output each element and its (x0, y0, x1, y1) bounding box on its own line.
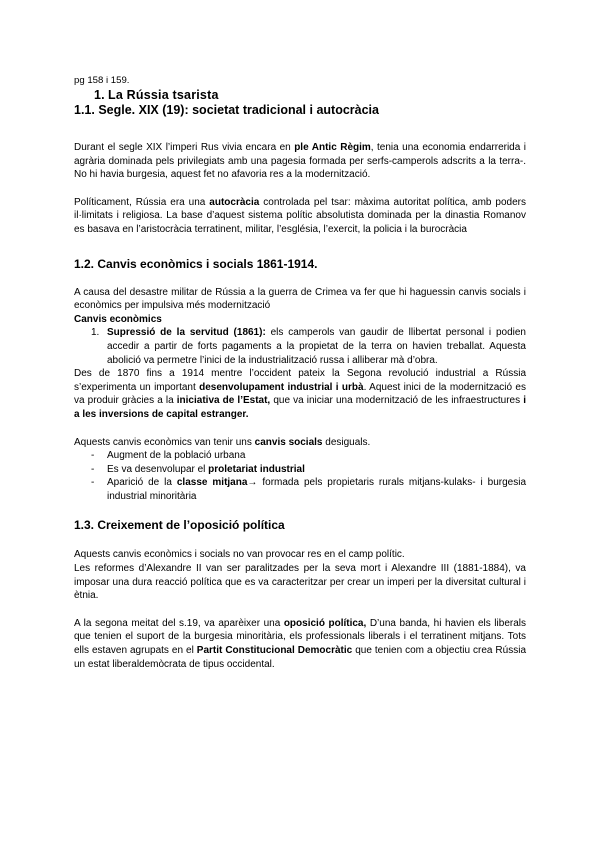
bold-run: oposició política, (283, 617, 367, 629)
list-item (74, 449, 526, 463)
bold-run: canvis socials (254, 436, 323, 448)
paragraph-antic-regim (74, 141, 526, 182)
list-number: 1. (91, 327, 100, 339)
bold-run: Supressió de la servitud (1861): (107, 327, 266, 339)
section-1-2-heading: 1.2. Canvis econòmics i socials 1861-1914. (74, 256, 318, 271)
title-number: 1. (94, 88, 105, 102)
list-item (74, 463, 526, 477)
bold-run: i a les inversions de capital estranger. (74, 395, 526, 420)
section-1-1-heading: 1.1. Segle. XIX (19): societat tradicional i autocràcia (74, 103, 379, 117)
main-title (94, 88, 526, 102)
paragraph-autocracia (74, 196, 526, 237)
bold-run: desenvolupament industrial i urbà (199, 381, 364, 393)
paragraph-oposicio (74, 617, 526, 671)
paragraph-canvis-socials (74, 436, 526, 450)
dash-marker: - (91, 450, 95, 462)
document-page (74, 74, 526, 671)
section-1-3-heading: 1.3. Creixement de l’oposició política (74, 518, 285, 533)
bold-run: classe mitjana (176, 477, 248, 489)
text-run: controlada pel tsar: màxima autoritat política, amb poders il·limitats i religiosa. La base d’aquest sistema polític absolutista dominada per la dinastia Romanov es basava en l’aristocràcia terratinent, militar, l’església, l’exercit, la policia i la burocràcia (74, 196, 526, 235)
text-run: els camperols van gaudir de llibertat personal i podien accedir a partir de forts pagaments a la propietat de la terra on havien treballat. Aquesta abolició va permetre l’inici de la industrialització russa i alliberar mà d’obra. (107, 327, 526, 366)
economic-changes-list (74, 326, 526, 367)
text-run: Es va desenvolupar el (107, 463, 209, 475)
text-run: que va iniciar una modernització de les infraestructures (270, 395, 524, 407)
paragraph-crimea: A causa del desastre militar de Rússia a la guerra de Crimea va fer que hi haguessin canvis socials i econòmics per impulsiva més modernització (74, 286, 526, 312)
text-run: Des de 1870 fins a 1914 mentre l’occident pateix la Segona revolució industrial a Rússia s’experimenta un important (74, 368, 526, 393)
bold-run: ple Antic Règim (294, 142, 371, 153)
text-run: Políticament, Rússia era una (74, 196, 210, 208)
bold-run: iniciativa de l’Estat, (176, 395, 271, 407)
text-run: Aparició de la (107, 477, 177, 489)
paragraph-camp-politic: Aquests canvis econòmics i socials no van provocar res en el camp polític. (74, 549, 405, 561)
dash-marker: - (91, 463, 95, 475)
text-run: A la segona meitat del s.19, va aparèixer una (74, 617, 284, 629)
list-item (74, 476, 526, 503)
text-run: Durant el segle XIX l’imperi Rus vivia encara en (74, 142, 295, 153)
text-run: → formada pels propietaris rurals mitjans-kulaks- i burgesia industrial minoritària (107, 477, 527, 502)
text-run: Augment de la població urbana (107, 450, 246, 462)
text-run: Aquests canvis econòmics van tenir uns (74, 436, 255, 448)
text-run: que tenien com a objectiu crea Rússia un estat liberaldemòcrata de tipus occidental. (74, 645, 526, 670)
social-changes-list (74, 449, 526, 503)
text-run: D’una banda, hi havien els liberals que tenien el suport de la burgesia minoritària, els professionals liberals i el terratinent mitjans. Tots ells estaven agrupats en el (74, 617, 526, 657)
page-reference: pg 158 i 159. (74, 75, 130, 86)
text-run: desiguals. (322, 436, 371, 448)
title-text: La Rússia tsarista (108, 88, 219, 102)
bold-run: Partit Constitucional Democràtic (196, 645, 353, 657)
bold-run: proletariat industrial (208, 463, 305, 475)
text-run: . Aquest inici de la modernització es va produir gràcies a la (74, 381, 526, 407)
dash-marker: - (91, 477, 95, 489)
paragraph-industrial (74, 367, 526, 421)
list-item (74, 326, 526, 367)
text-run: , tenia una economia endarrerida i agrària dominada pels privilegiats amb una pagesia formada per serfs-camperols adscrits a la terra-. No hi havia burgesia, aquest fet no afavoria res a la modernització. (74, 142, 526, 181)
paragraph-alexandre: Les reformes d’Alexandre II van ser paralitzades per la seva mort i Alexandre III (1881-1884), va imposar una dura reacció política que es va caracteritzar per crear un imperi per la diversitat cultural i ètnia. (74, 563, 526, 602)
bold-run: autocràcia (209, 196, 260, 208)
subheading-canvis-economics: Canvis econòmics (74, 313, 162, 325)
